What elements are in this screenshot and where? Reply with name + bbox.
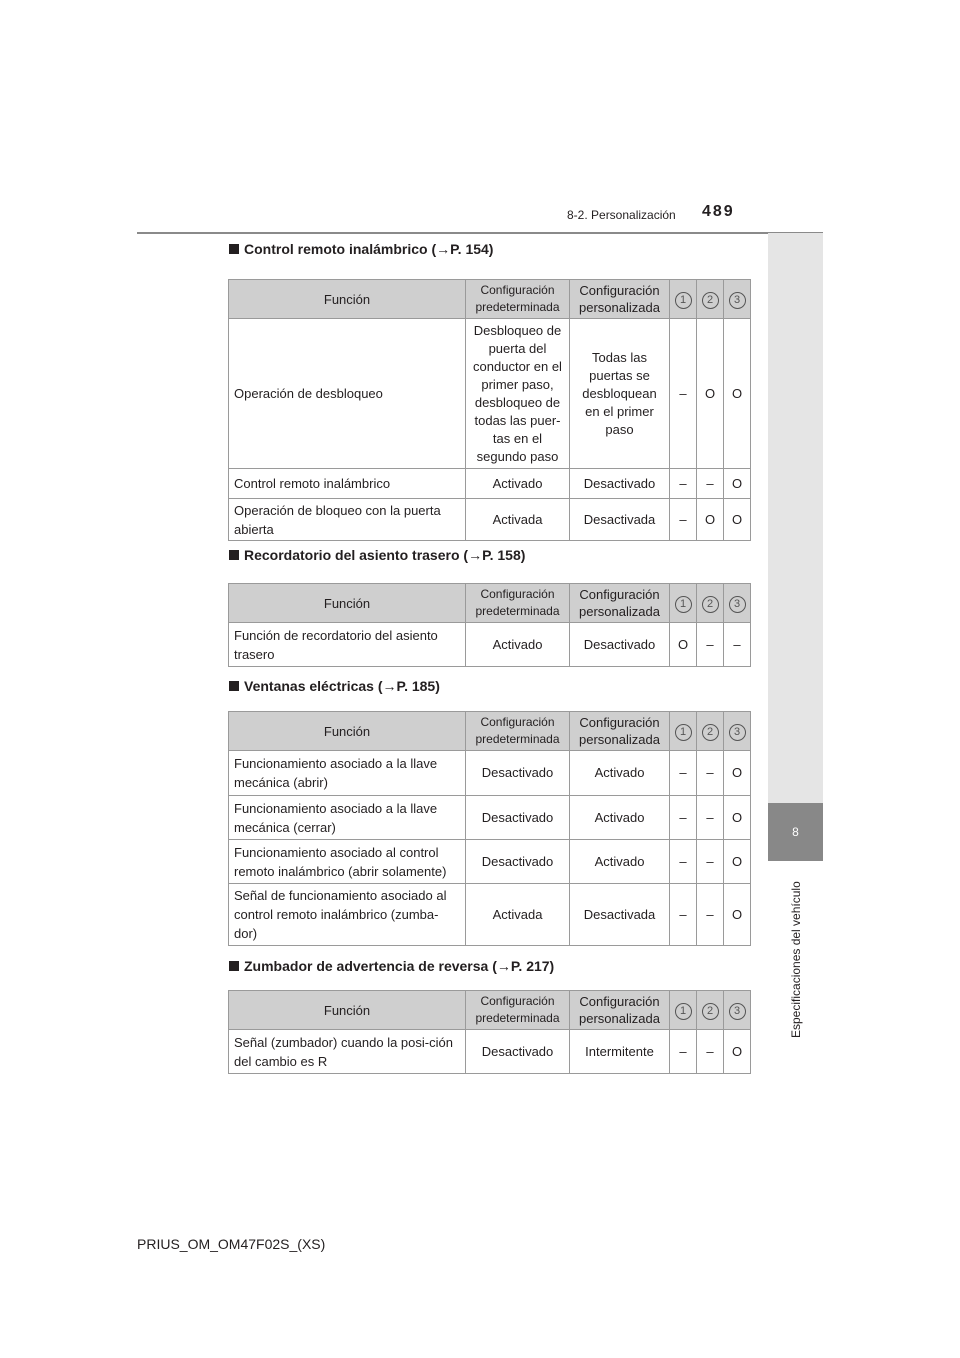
section-title: Zumbador de advertencia de reversa (→P. 217) xyxy=(229,958,554,974)
cell-c1: – xyxy=(670,499,697,541)
circled-number-1: 1 xyxy=(675,724,692,741)
cell-c3: – xyxy=(724,623,751,667)
header-default: Configuración predeterminada xyxy=(466,991,570,1030)
cell-default: Desactivado xyxy=(466,796,570,840)
table-header-row xyxy=(229,991,751,1030)
cell-default: Desactivado xyxy=(466,751,570,796)
arrow-icon: → xyxy=(468,547,483,563)
cell-c2: – xyxy=(697,623,724,667)
cell-c1: – xyxy=(670,796,697,840)
cell-c2: – xyxy=(697,469,724,499)
square-bullet-icon xyxy=(229,244,239,254)
cell-c1: – xyxy=(670,884,697,946)
header-default: Configuración predeterminada xyxy=(466,280,570,319)
running-header-section: 8-2. Personalización xyxy=(567,208,676,222)
square-bullet-icon xyxy=(229,550,239,560)
circled-number-2: 2 xyxy=(702,724,719,741)
settings-table xyxy=(228,711,751,946)
settings-table xyxy=(228,583,751,667)
header-function: Función xyxy=(229,991,466,1030)
cell-function: Funcionamiento asociado al control remoto inalámbrico (abrir solamente) xyxy=(229,840,466,884)
cell-function: Señal (zumbador) cuando la posi-ción del cambio es R xyxy=(229,1030,466,1074)
cell-function: Funcionamiento asociado a la llave mecánica (cerrar) xyxy=(229,796,466,840)
side-strip xyxy=(768,233,823,803)
cell-c2: O xyxy=(697,499,724,541)
square-bullet-icon xyxy=(229,961,239,971)
table-row xyxy=(229,796,751,840)
chapter-label: Especificaciones del vehículo xyxy=(789,881,803,1038)
cell-c3: O xyxy=(724,1030,751,1074)
cell-c1: – xyxy=(670,1030,697,1074)
table-row xyxy=(229,319,751,469)
cell-custom: Desactivado xyxy=(570,623,670,667)
cell-c1: O xyxy=(670,623,697,667)
circled-number-3: 3 xyxy=(729,1003,746,1020)
cell-c2: O xyxy=(697,319,724,469)
section-title: Recordatorio del asiento trasero (→P. 158) xyxy=(229,547,525,563)
footer-doc-code: PRIUS_OM_OM47F02S_(XS) xyxy=(137,1236,326,1252)
chapter-tab xyxy=(768,803,823,861)
cell-function: Función de recordatorio del asiento trasero xyxy=(229,623,466,667)
arrow-icon: → xyxy=(496,958,511,974)
circled-number-2: 2 xyxy=(702,596,719,613)
cell-custom: Activado xyxy=(570,840,670,884)
table-row xyxy=(229,469,751,499)
cell-c2: – xyxy=(697,796,724,840)
circled-number-3: 3 xyxy=(729,596,746,613)
table-row xyxy=(229,1030,751,1074)
cell-function: Funcionamiento asociado a la llave mecánica (abrir) xyxy=(229,751,466,796)
header-custom: Configuración personalizada xyxy=(570,712,670,751)
header-custom: Configuración personalizada xyxy=(570,584,670,623)
circled-number-1: 1 xyxy=(675,1003,692,1020)
cell-c1: – xyxy=(670,469,697,499)
circled-number-3: 3 xyxy=(729,292,746,309)
table-row xyxy=(229,840,751,884)
section-title: Control remoto inalámbrico (→P. 154) xyxy=(229,241,493,257)
table-header-row xyxy=(229,712,751,751)
table-row xyxy=(229,751,751,796)
page-number: 489 xyxy=(702,203,735,220)
square-bullet-icon xyxy=(229,681,239,691)
cell-custom: Desactivada xyxy=(570,884,670,946)
cell-default: Activado xyxy=(466,623,570,667)
cell-c3: O xyxy=(724,884,751,946)
arrow-icon: → xyxy=(436,241,451,257)
cell-custom: Intermitente xyxy=(570,1030,670,1074)
circled-number-2: 2 xyxy=(702,1003,719,1020)
cell-c2: – xyxy=(697,840,724,884)
cell-custom: Todas las puertas se desbloquean en el primer paso xyxy=(570,319,670,469)
cell-c3: O xyxy=(724,499,751,541)
cell-default: Desbloqueo de puerta del conductor en el primer paso, desbloqueo de todas las puer-tas en el segundo paso xyxy=(466,319,570,469)
table-header-row xyxy=(229,584,751,623)
cell-c1: – xyxy=(670,319,697,469)
cell-default: Activada xyxy=(466,884,570,946)
cell-custom: Activado xyxy=(570,796,670,840)
header-default: Configuración predeterminada xyxy=(466,712,570,751)
table-header-row xyxy=(229,280,751,319)
cell-c2: – xyxy=(697,884,724,946)
chapter-number: 8 xyxy=(792,825,799,839)
table-row xyxy=(229,499,751,541)
cell-c1: – xyxy=(670,751,697,796)
circled-number-3: 3 xyxy=(729,724,746,741)
cell-c1: – xyxy=(670,840,697,884)
header-custom: Configuración personalizada xyxy=(570,991,670,1030)
table-row xyxy=(229,623,751,667)
cell-function: Señal de funcionamiento asociado al control remoto inalámbrico (zumba-dor) xyxy=(229,884,466,946)
cell-c3: O xyxy=(724,319,751,469)
table-row xyxy=(229,884,751,946)
cell-c3: O xyxy=(724,796,751,840)
circled-number-2: 2 xyxy=(702,292,719,309)
cell-default: Activado xyxy=(466,469,570,499)
cell-function: Operación de bloqueo con la puerta abierta xyxy=(229,499,466,541)
header-default: Configuración predeterminada xyxy=(466,584,570,623)
arrow-icon: → xyxy=(382,678,397,694)
cell-function: Operación de desbloqueo xyxy=(229,319,466,469)
cell-default: Activada xyxy=(466,499,570,541)
circled-number-1: 1 xyxy=(675,292,692,309)
header-rule xyxy=(137,232,823,234)
cell-custom: Desactivado xyxy=(570,469,670,499)
header-custom: Configuración personalizada xyxy=(570,280,670,319)
cell-function: Control remoto inalámbrico xyxy=(229,469,466,499)
cell-c3: O xyxy=(724,469,751,499)
cell-default: Desactivado xyxy=(466,1030,570,1074)
cell-c3: O xyxy=(724,751,751,796)
cell-custom: Activado xyxy=(570,751,670,796)
settings-table xyxy=(228,990,751,1074)
header-function: Función xyxy=(229,712,466,751)
settings-table xyxy=(228,279,751,541)
cell-custom: Desactivada xyxy=(570,499,670,541)
cell-c2: – xyxy=(697,1030,724,1074)
cell-c2: – xyxy=(697,751,724,796)
circled-number-1: 1 xyxy=(675,596,692,613)
header-function: Función xyxy=(229,584,466,623)
section-title: Ventanas eléctricas (→P. 185) xyxy=(229,678,440,694)
cell-c3: O xyxy=(724,840,751,884)
header-function: Función xyxy=(229,280,466,319)
cell-default: Desactivado xyxy=(466,840,570,884)
